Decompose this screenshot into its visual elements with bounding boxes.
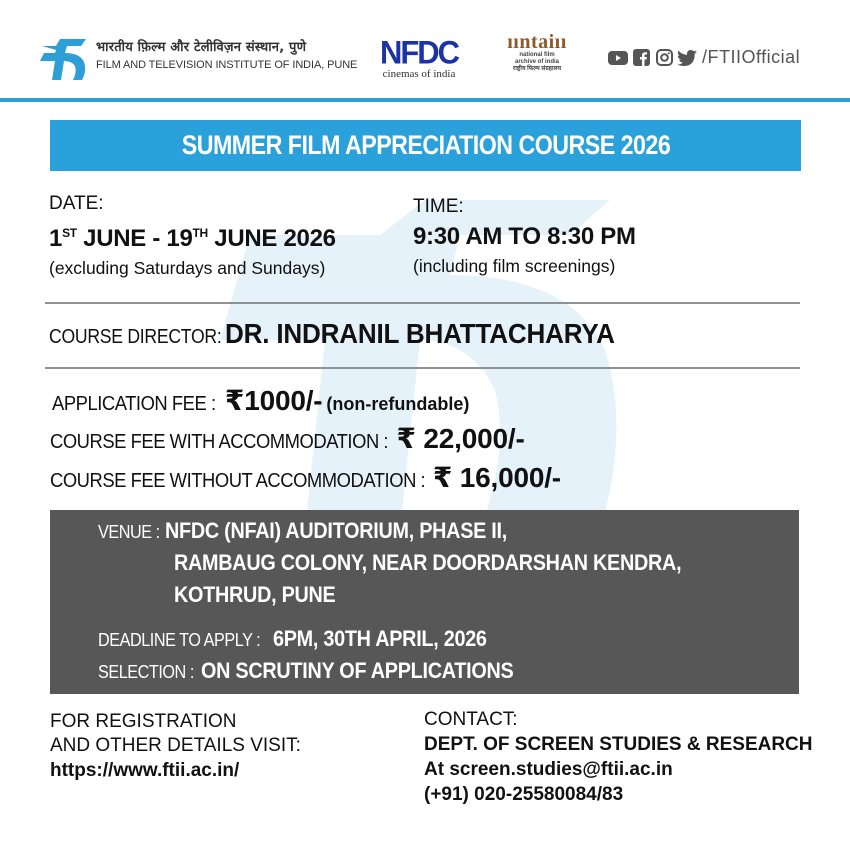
social-handle: /FTIIOfficial <box>702 47 801 67</box>
nfai-line-3: राष्ट्रीय फिल्म संग्रहालय <box>512 66 562 72</box>
deadline-label: DEADLINE TO APPLY : <box>98 630 265 650</box>
time-value: 9:30 AM TO 8:30 PM <box>413 223 636 250</box>
venue-row <box>98 518 545 544</box>
application-fee-amount <box>225 384 323 417</box>
director-label: COURSE DIRECTOR: <box>49 326 222 348</box>
ftii-hindi-name: भारतीय फ़िल्म और टेलीविज़न संस्थान, पुणे <box>96 40 307 55</box>
with-accommodation-value: 22,000/- <box>423 423 525 454</box>
twitter-icon[interactable] <box>677 49 697 67</box>
rupee-icon: ₹ <box>396 423 416 454</box>
registration-link[interactable]: https://www.ftii.ac.in/ <box>50 760 240 781</box>
instagram-icon[interactable] <box>654 49 674 67</box>
time-section <box>413 196 636 277</box>
contact-department: DEPT. OF SCREEN STUDIES & RESEARCH <box>424 734 813 755</box>
with-accommodation-amount <box>397 422 525 455</box>
date-middle: JUNE - 19 <box>76 225 193 252</box>
course-fee-with-accommodation <box>50 422 525 455</box>
application-fee <box>52 384 469 417</box>
contact-email[interactable]: At screen.studies@ftii.ac.in <box>424 759 673 780</box>
date-section <box>49 193 336 279</box>
venue-row <box>174 550 738 576</box>
time-label: TIME: <box>413 196 464 217</box>
venue-row <box>174 582 353 608</box>
without-accommodation-amount <box>433 461 561 494</box>
ftii-english-name: FILM AND TELEVISION INSTITUTE OF INDIA, PUNE <box>96 59 358 71</box>
course-director <box>49 318 644 350</box>
nfai-mark: ııntaiıı <box>507 31 567 53</box>
nfai-logo <box>505 32 569 73</box>
venue-line-2: RAMBAUG COLONY, NEAR DOORDARSHAN KENDRA, <box>174 550 682 575</box>
page-title: SUMMER FILM APPRECIATION COURSE 2026 <box>181 130 670 160</box>
time-note: (including film screenings) <box>413 256 616 276</box>
course-fee-without-accommodation <box>50 461 561 494</box>
deadline-value: 6PM, 30TH APRIL, 2026 <box>272 626 487 651</box>
without-accommodation-label: COURSE FEE WITHOUT ACCOMMODATION : <box>50 470 430 492</box>
divider <box>45 302 800 304</box>
ftii-logo-icon <box>40 36 88 80</box>
date-end: JUNE 2026 <box>207 225 336 252</box>
facebook-icon[interactable] <box>631 49 651 67</box>
date-label: DATE: <box>49 193 104 214</box>
contact-phone: (+91) 020-25580084/83 <box>424 784 624 805</box>
venue-panel <box>50 510 799 694</box>
rupee-icon: ₹ <box>224 385 245 416</box>
selection-label: SELECTION : <box>98 662 198 682</box>
deadline-row <box>98 626 510 652</box>
divider <box>45 367 800 369</box>
registration-info <box>50 710 301 784</box>
without-accommodation-value: 16,000/- <box>459 462 561 493</box>
youtube-icon[interactable] <box>608 49 628 67</box>
nfai-line-2: archive of india <box>514 59 559 65</box>
title-banner <box>50 120 801 171</box>
selection-row <box>98 658 548 684</box>
director-name: DR. INDRANIL BHATTACHARYA <box>224 318 615 349</box>
date-start-day: 1 <box>49 225 63 252</box>
date-end-suffix: TH <box>192 226 208 240</box>
date-start-suffix: ST <box>62 226 77 240</box>
contact-label: CONTACT: <box>424 709 518 730</box>
rupee-icon: ₹ <box>432 462 453 493</box>
ftii-name <box>96 40 357 72</box>
with-accommodation-label: COURSE FEE WITH ACCOMMODATION : <box>50 431 393 453</box>
venue-line-3: KOTHRUD, PUNE <box>174 582 336 607</box>
application-fee-label: APPLICATION FEE : <box>52 393 221 415</box>
contact-info <box>424 708 813 807</box>
date-range <box>49 225 336 253</box>
application-fee-value: 1000/- <box>244 385 323 416</box>
registration-line-2: AND OTHER DETAILS VISIT: <box>50 735 301 756</box>
application-fee-note: (non-refundable) <box>326 394 470 414</box>
nfdc-mark: NFDC <box>379 34 459 71</box>
header-divider <box>0 98 850 102</box>
venue-label: VENUE : <box>98 522 164 542</box>
date-note: (excluding Saturdays and Sundays) <box>49 258 326 278</box>
selection-value: ON SCRUTINY OF APPLICATIONS <box>201 658 514 683</box>
nfdc-logo <box>378 34 460 80</box>
registration-line-1: FOR REGISTRATION <box>50 711 237 732</box>
venue-line-1: NFDC (NFAI) AUDITORIUM, PHASE II, <box>165 518 508 543</box>
social-links <box>608 47 800 68</box>
nfdc-tagline: cinemas of india <box>382 68 456 80</box>
page-header <box>0 0 850 100</box>
nfai-line-1: national film <box>519 52 555 58</box>
